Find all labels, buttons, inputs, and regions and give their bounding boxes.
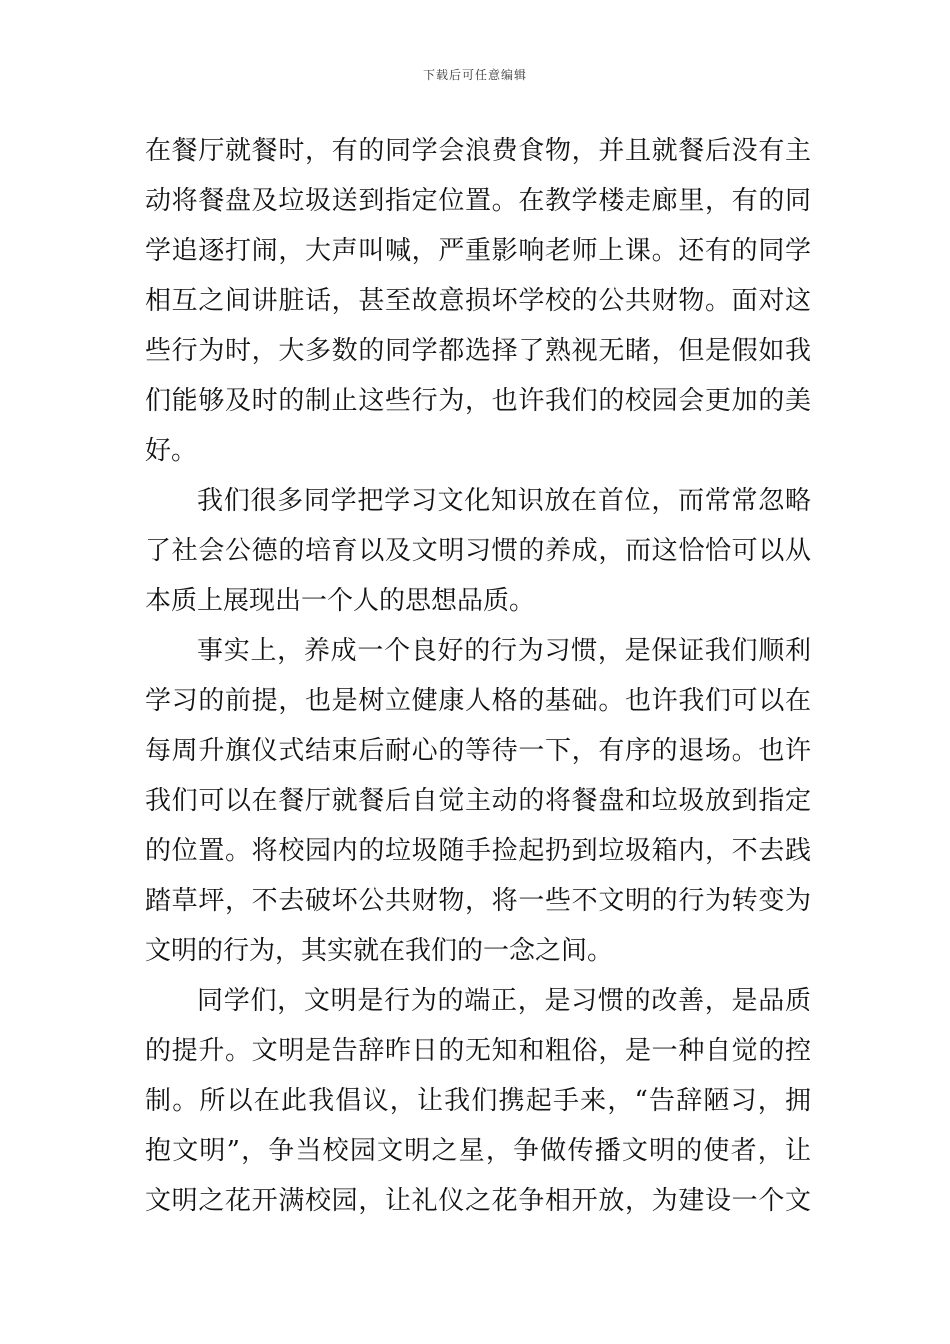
document-body — [145, 126, 811, 1226]
text-line: 们能够及时的制止这些行为，也许我们的校园会更加的美 — [145, 386, 811, 416]
text-line: 的提升。文明是告辞昨日的无知和粗俗，是一种自觉的控 — [145, 1036, 811, 1066]
paragraph-start-line: 事实上，养成一个良好的行为习惯，是保证我们顺利 — [197, 636, 811, 666]
text-line: 制。所以在此我倡议，让我们携起手来，“告辞陋习，拥 — [145, 1086, 811, 1116]
text-line: 的位置。将校园内的垃圾随手捡起扔到垃圾箱内，不去践 — [145, 836, 811, 866]
text-line: 动将餐盘及垃圾送到指定位置。在教学楼走廊里，有的同 — [145, 186, 811, 216]
paragraph-start-line: 同学们，文明是行为的端正，是习惯的改善，是品质 — [197, 986, 811, 1016]
text-line: 好。 — [145, 436, 198, 466]
page-header: 下载后可任意编辑 — [422, 68, 527, 82]
text-line: 我们可以在餐厅就餐后自觉主动的将餐盘和垃圾放到指定 — [145, 786, 811, 816]
text-line: 本质上展现出一个人的思想品质。 — [145, 586, 536, 616]
text-line: 每周升旗仪式结束后耐心的等待一下，有序的退场。也许 — [145, 736, 811, 766]
paragraph-start-line: 我们很多同学把学习文化知识放在首位，而常常忽略 — [197, 486, 811, 516]
text-line: 在餐厅就餐时，有的同学会浪费食物，并且就餐后没有主 — [145, 136, 811, 166]
text-line: 文明之花开满校园，让礼仪之花争相开放，为建设一个文 — [145, 1186, 811, 1216]
text-line: 抱文明”，争当校园文明之星，争做传播文明的使者，让 — [145, 1136, 811, 1166]
text-line: 些行为时，大多数的同学都选择了熟视无睹，但是假如我 — [145, 336, 811, 366]
text-line: 相互之间讲脏话，甚至故意损坏学校的公共财物。面对这 — [145, 286, 811, 316]
text-line: 了社会公德的培育以及文明习惯的养成，而这恰恰可以从 — [145, 536, 811, 566]
text-line: 学习的前提，也是树立健康人格的基础。也许我们可以在 — [145, 686, 811, 716]
text-line: 踏草坪，不去破坏公共财物，将一些不文明的行为转变为 — [145, 886, 811, 916]
text-line: 学追逐打闹，大声叫喊，严重影响老师上课。还有的同学 — [145, 236, 811, 266]
text-line: 文明的行为，其实就在我们的一念之间。 — [145, 936, 614, 966]
